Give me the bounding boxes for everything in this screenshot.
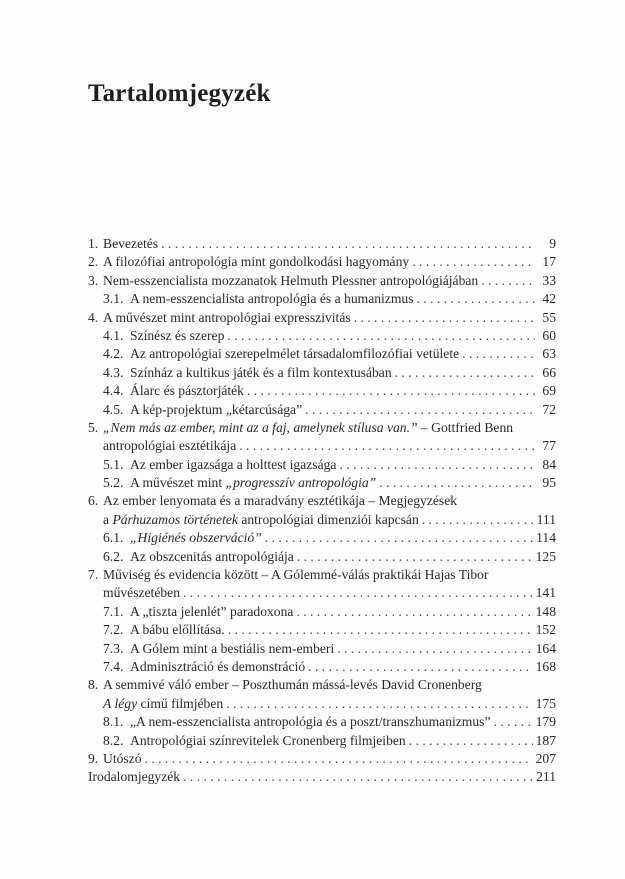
page-number: 9 (549, 236, 556, 251)
entry-title (130, 603, 293, 621)
page-number: 77 (542, 438, 556, 454)
page-number: 63 (542, 346, 556, 362)
toc-entry[interactable] (88, 492, 556, 510)
page-number: 175 (535, 695, 556, 711)
dot-leader (422, 511, 534, 529)
entry-title-segment: Az antropológiai szerepelmélet társadalomfilozófiai vetülete (130, 346, 460, 362)
page-number: 164 (535, 640, 556, 656)
page-number: 168 (535, 658, 556, 674)
dot-leader (228, 621, 533, 639)
entry-title-segment: antropológiai dimenziói kapcsán (237, 511, 419, 527)
page-number: 17 (542, 254, 556, 270)
toc-entry[interactable] (88, 768, 556, 786)
dot-leader (417, 290, 536, 308)
entry-title (130, 456, 336, 474)
toc-entry[interactable] (88, 713, 556, 731)
toc-entry[interactable] (88, 750, 556, 768)
toc-entry[interactable] (88, 658, 556, 676)
entry-title (130, 474, 376, 492)
entry-title (103, 676, 482, 694)
entry-title (130, 327, 224, 345)
page-number: 187 (535, 732, 556, 748)
dot-leader (226, 695, 532, 713)
toc-entry[interactable] (88, 253, 556, 271)
toc-entry[interactable] (88, 584, 556, 602)
entry-title-segment: A légy (103, 695, 138, 711)
entry-title (103, 492, 457, 510)
entry-title (103, 309, 351, 327)
entry-number: 6. (88, 493, 99, 509)
entry-title-segment: „Nem más az ember, mint az a faj, amelynek stílusa van.” (103, 419, 418, 435)
entry-title-segment: A „tiszta jelenlét” paradoxona (130, 603, 294, 619)
entry-title (130, 529, 262, 547)
entry-title-segment: Bevezetés (103, 236, 159, 251)
toc-entry[interactable] (88, 364, 556, 382)
table-of-contents (88, 235, 556, 787)
dot-leader (337, 640, 532, 658)
dot-leader (379, 474, 535, 492)
entry-number: 4.5. (103, 401, 124, 417)
entry-title (103, 253, 409, 271)
entry-title-segment: Nem-esszencialista mozzanatok Helmuth Plessner antropológiájában (103, 272, 479, 288)
dot-leader (339, 456, 535, 474)
toc-entry[interactable] (88, 382, 556, 400)
entry-title-segment: Az obszcenitás antropológiája (130, 548, 294, 564)
toc-entry[interactable] (88, 309, 556, 327)
toc-entry[interactable] (88, 327, 556, 345)
toc-entry[interactable] (88, 695, 556, 713)
entry-title-segment: Színház a kultikus játék és a film kontextusában (130, 364, 392, 380)
toc-entry[interactable] (88, 401, 556, 419)
entry-title-segment: A művészet mint (130, 475, 226, 491)
page-number: 72 (542, 401, 556, 417)
entry-title (130, 382, 244, 400)
entry-number: 4.1. (103, 327, 124, 343)
page-number: 42 (542, 291, 556, 307)
entry-title (103, 695, 223, 713)
dot-leader (481, 272, 535, 290)
entry-title (103, 584, 180, 602)
entry-title (103, 437, 236, 455)
entry-title-segment: Irodalomjegyzék (88, 769, 181, 785)
entry-title (103, 511, 419, 529)
dot-leader (308, 658, 532, 676)
entry-title-segment: Álarc és pásztorjáték (130, 383, 244, 399)
dot-leader (354, 309, 535, 327)
page-number: 60 (542, 327, 556, 343)
entry-title (103, 419, 513, 437)
dot-leader (297, 548, 533, 566)
toc-entry[interactable] (88, 640, 556, 658)
dot-leader (412, 253, 535, 271)
toc-entry[interactable] (88, 456, 556, 474)
toc-entry[interactable] (88, 676, 556, 694)
entry-title-segment: A kép-projektum „kétarcúsága” (130, 401, 303, 417)
entry-title (130, 640, 334, 658)
toc-entry[interactable] (88, 290, 556, 308)
dot-leader (494, 713, 533, 731)
entry-title-segment: A művészet mint antropológiai expresszivitás (103, 309, 351, 325)
dot-leader (296, 603, 532, 621)
entry-title-segment: A Gólem mint a bestiális nem-emberi (130, 640, 335, 656)
toc-entry[interactable] (88, 437, 556, 455)
entry-title-segment: Műviség és evidencia között – A Gólemmé-válás praktikái Hajas Tibor (103, 567, 489, 583)
toc-entry[interactable] (88, 566, 556, 584)
entry-number: 5. (88, 419, 99, 435)
toc-entry[interactable] (88, 272, 556, 290)
page-number: 125 (535, 548, 556, 564)
dot-leader (227, 327, 535, 345)
entry-title (130, 621, 225, 639)
entry-title-segment: című filmjében (137, 695, 224, 711)
dot-leader (305, 401, 535, 419)
page-number: 66 (542, 364, 556, 380)
entry-number: 7.2. (103, 622, 124, 638)
entry-title-segment: művészetében (103, 585, 180, 601)
entry-title (130, 732, 406, 750)
entry-number: 2. (88, 254, 99, 270)
entry-title (130, 658, 305, 676)
entry-number: 8. (88, 677, 99, 693)
dot-leader (247, 382, 535, 400)
toc-entry[interactable] (88, 621, 556, 639)
dot-leader (161, 235, 535, 253)
entry-title-segment: A nem-esszencialista antropológia és a humanizmus (130, 291, 414, 307)
dot-leader (145, 750, 533, 768)
toc-entry[interactable] (88, 732, 556, 750)
page-number: 148 (535, 603, 556, 619)
entry-title (130, 401, 302, 419)
dot-leader (409, 732, 533, 750)
dot-leader (183, 768, 533, 786)
entry-number: 3.1. (103, 291, 124, 307)
entry-title (130, 345, 459, 363)
entry-title-segment: antropológiai esztétikája (103, 438, 237, 454)
entry-number: 7.1. (103, 603, 124, 619)
entry-title-segment: Utószó (103, 750, 142, 766)
entry-title (103, 272, 478, 290)
toc-entry[interactable] (88, 548, 556, 566)
dot-leader (265, 529, 533, 547)
entry-number: 9. (88, 750, 99, 766)
entry-title-segment: „A nem-esszencialista antropológia és a poszt/transzhumanizmus” (130, 714, 491, 730)
toc-entry[interactable] (88, 511, 556, 529)
entry-title-segment: a (103, 511, 113, 527)
entry-title-segment: Párhuzamos történetek (112, 511, 238, 527)
entry-title-segment: A semmivé váló ember – Poszthumán mássá-levés David Cronenberg (103, 677, 482, 693)
entry-number: 5.1. (103, 456, 124, 472)
entry-title-segment: A filozófiai antropológia mint gondolkodási hagyomány (103, 254, 410, 270)
entry-number: 1. (88, 236, 99, 251)
entry-number: 6.2. (103, 548, 124, 564)
entry-title-segment: Színész és szerep (130, 327, 225, 343)
toc-entry[interactable] (88, 603, 556, 621)
dot-leader (239, 437, 535, 455)
entry-title-segment: Az ember igazsága a holttest igazsága (130, 456, 337, 472)
page-title: Tartalomjegyzék (88, 80, 271, 107)
page-number: 55 (542, 309, 556, 325)
entry-title-segment: – Gottfried Benn (417, 419, 514, 435)
entry-number: 5.2. (103, 475, 124, 491)
entry-number: 8.1. (103, 714, 124, 730)
dot-leader (183, 584, 533, 602)
toc-entry[interactable] (88, 345, 556, 363)
entry-title (130, 364, 392, 382)
page-number: 114 (536, 530, 556, 546)
page-number: 33 (542, 272, 556, 288)
entry-number: 7. (88, 567, 99, 583)
entry-number: 4.3. (103, 364, 124, 380)
entry-number: 6.1. (103, 530, 124, 546)
toc-entry[interactable] (88, 474, 556, 492)
entry-title (130, 290, 414, 308)
entry-title-segment: A bábu előllítása. (130, 622, 225, 638)
entry-number: 7.4. (103, 658, 124, 674)
entry-number: 8.2. (103, 732, 124, 748)
entry-title-segment: „progresszív antropológia” (225, 475, 377, 491)
page-number: 141 (535, 585, 556, 601)
entry-title-segment: Az ember lenyomata és a maradvány esztétikája – Megjegyzések (103, 493, 458, 509)
page-number: 111 (536, 511, 556, 527)
toc-entry[interactable] (88, 529, 556, 547)
dot-leader (462, 345, 535, 363)
entry-number: 4.2. (103, 346, 124, 362)
entry-number: 4. (88, 309, 99, 325)
page-number: 95 (542, 475, 556, 491)
page-number: 207 (535, 750, 556, 766)
entry-title-segment: Adminisztráció és demonstráció (130, 658, 306, 674)
entry-number: 4.4. (103, 383, 124, 399)
page-number: 179 (535, 714, 556, 730)
entry-title (103, 750, 142, 768)
entry-number: 7.3. (103, 640, 124, 656)
page-number: 69 (542, 383, 556, 399)
entry-title (103, 566, 488, 584)
toc-entry[interactable] (88, 419, 556, 437)
dot-leader (395, 364, 535, 382)
page-number: 152 (535, 622, 556, 638)
page-number: 84 (542, 456, 556, 472)
toc-entry[interactable] (88, 235, 556, 253)
entry-number: 3. (88, 272, 99, 288)
entry-title (88, 768, 180, 786)
entry-title (130, 713, 491, 731)
entry-title (130, 548, 294, 566)
entry-title (103, 235, 158, 253)
entry-title-segment: Antropológiai színrevitelek Cronenberg filmjeiben (130, 732, 406, 748)
entry-title-segment: „Higiénés obszerváció” (130, 530, 262, 546)
page-number: 211 (536, 769, 556, 785)
